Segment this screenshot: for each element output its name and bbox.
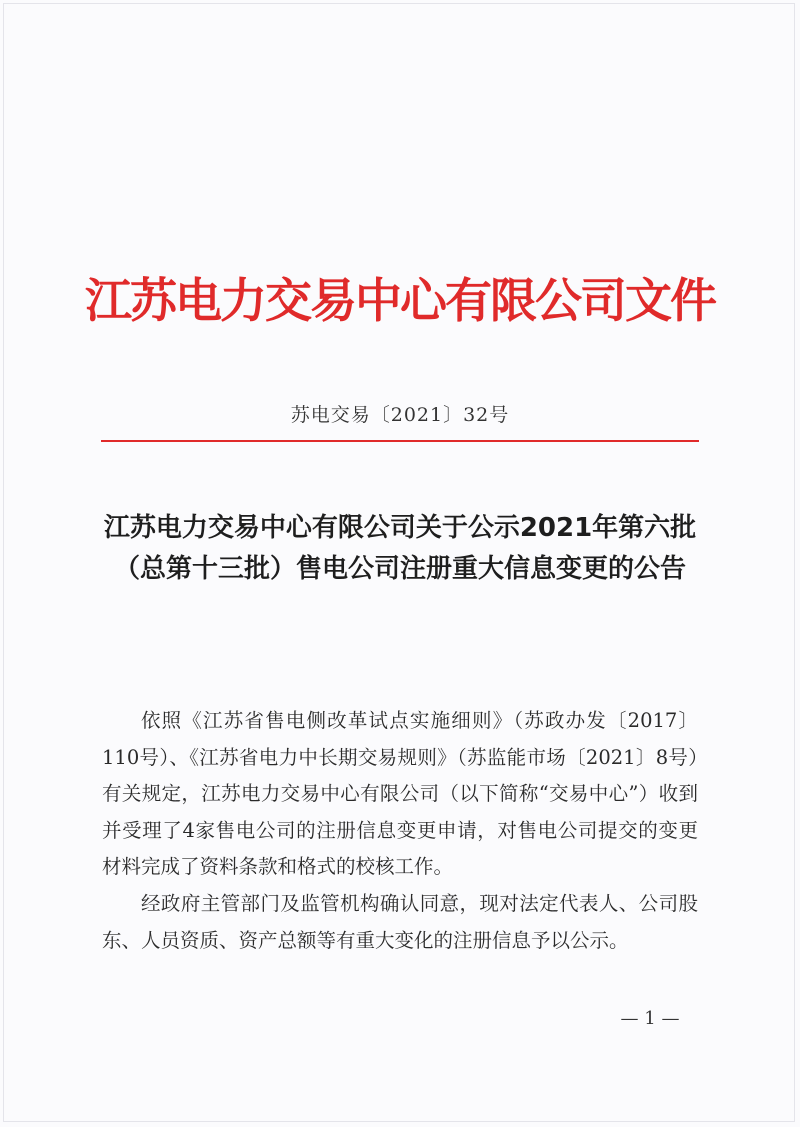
body-paragraph-1: 依照《江苏省售电侧改革试点实施细则》（苏政办发〔2017〕110号）、《江苏省电力中长期交易规则》（苏监能市场〔2021〕8号）有关规定，江苏电力交易中心有限公司（以下简称“交易中心”）收到并受理了4家售电公司的注册信息变更申请，对售电公司提交的变更材料完成了资料条款和格式的校核工作。 xyxy=(102,709,698,879)
red-divider xyxy=(101,440,699,442)
document-title: 江苏电力交易中心有限公司关于公示2021年第六批（总第十三批）售电公司注册重大信息变更的公告 xyxy=(103,513,697,584)
document-header: 江苏电力交易中心有限公司文件 xyxy=(85,274,715,329)
document-number: 苏电交易〔2021〕32号 xyxy=(290,404,510,426)
page-number: — 1 — xyxy=(620,1008,680,1029)
body-paragraph-2: 经政府主管部门及监管机构确认同意，现对法定代表人、公司股东、人员资质、资产总额等有重大变化的注册信息予以公示。 xyxy=(102,891,698,952)
document-body xyxy=(102,703,698,959)
